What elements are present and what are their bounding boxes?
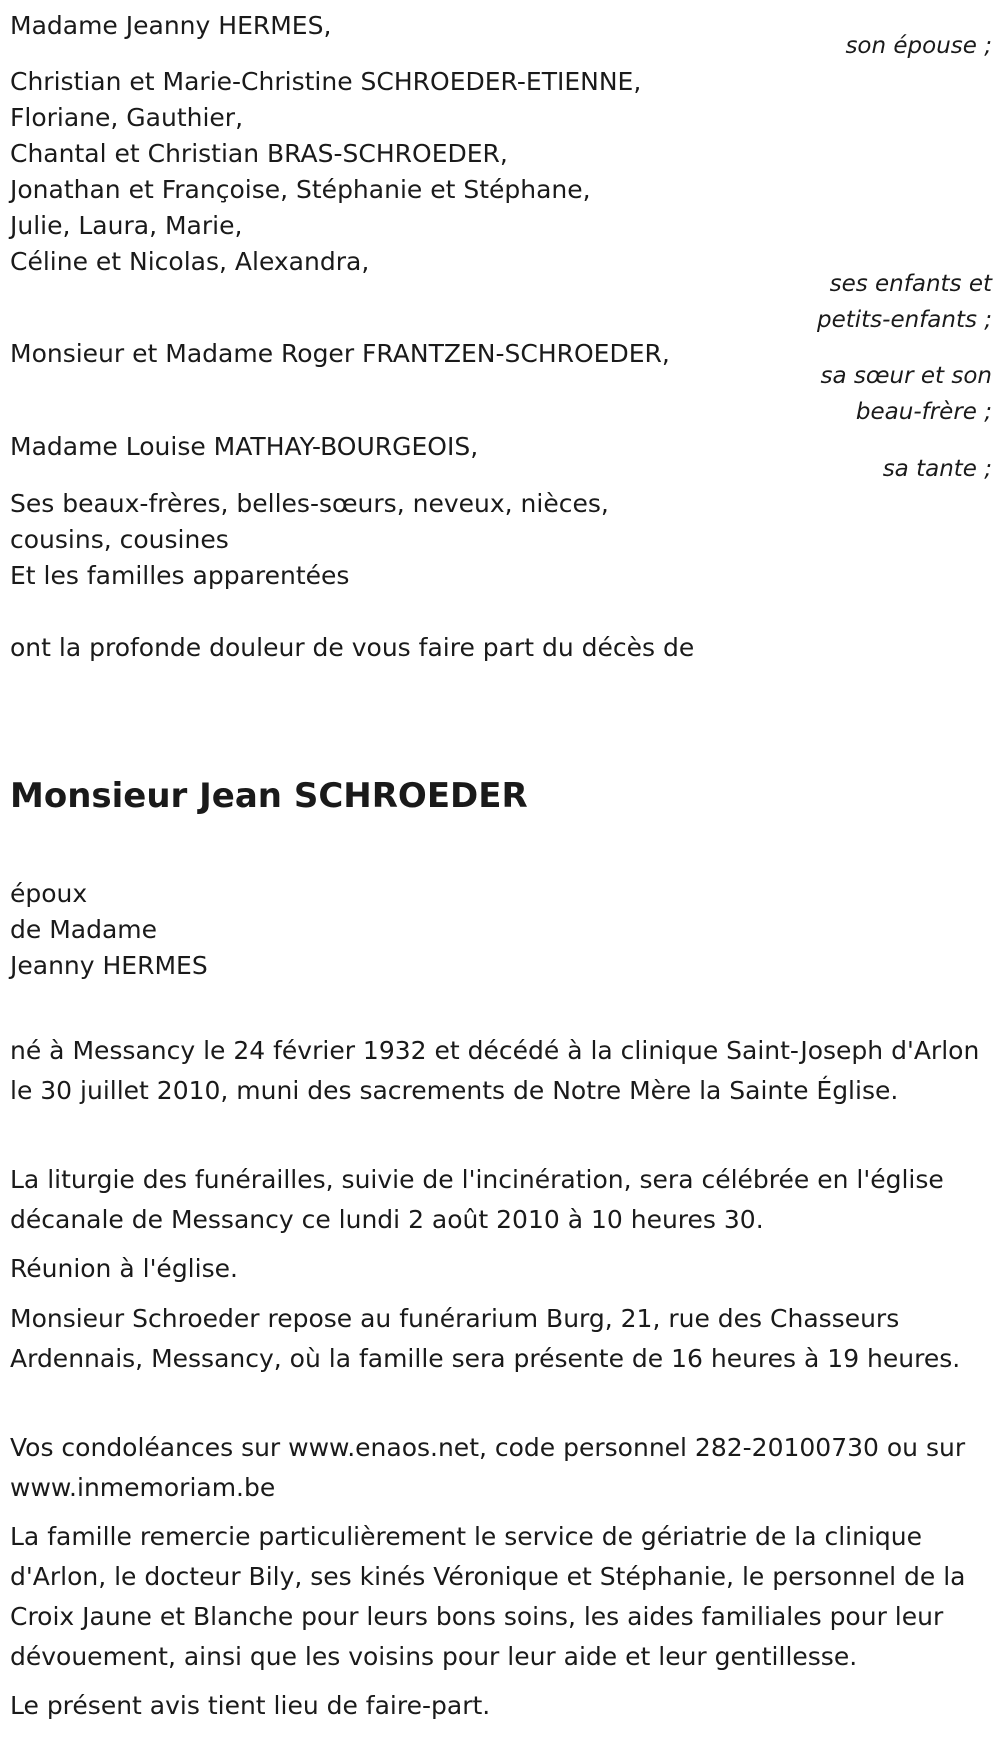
funeral-home-paragraph: Monsieur Schroeder repose au funérarium Burg, 21, rue des Chasseurs Ardennais, Messancy, où la famille sera présente de 16 heures à 19 heures. — [10, 1304, 961, 1373]
family-line: Chantal et Christian BRAS-SCHROEDER, — [10, 139, 508, 168]
family-line: Jonathan et Françoise, Stéphanie et Stéphane, — [10, 175, 591, 204]
aunt-relation: sa tante ; — [882, 456, 992, 482]
deceased-name: Monsieur Jean SCHROEDER — [10, 776, 528, 816]
family-line: Christian et Marie-Christine SCHROEDER-ETIENNE, — [10, 67, 642, 96]
notice-paragraph: Le présent avis tient lieu de faire-part. — [10, 1691, 491, 1720]
children-relation: ses enfants et — [829, 271, 992, 297]
extended-family-line: Ses beaux-frères, belles-sœurs, neveux, nièces, — [10, 489, 609, 518]
announcement: ont la profonde douleur de vous faire part du décès de — [10, 633, 695, 662]
spouse-of-line: époux — [10, 879, 88, 908]
aunt-name: Madame Louise MATHAY-BOURGEOIS, — [10, 432, 479, 461]
thanks-paragraph: La famille remercie particulièrement le service de gériatrie de la clinique d'Arlon, le docteur Bily, ses kinés Véronique et Stéphanie, le personnel de la Croix Jaune et Blanche pour leurs bons soins, les aides familiales pour leur dévouement, ainsi que les voisins pour leur aide et leur gentillesse. — [10, 1522, 966, 1671]
spouse-of-line: Jeanny HERMES — [10, 951, 208, 980]
children-relation: petits-enfants ; — [816, 307, 992, 333]
sister-name: Monsieur et Madame Roger FRANTZEN-SCHROEDER, — [10, 339, 670, 368]
spouse-of-line: de Madame — [10, 915, 158, 944]
extended-family-line: cousins, cousines — [10, 525, 229, 554]
extended-family-line: Et les familles apparentées — [10, 561, 350, 590]
family-line: Floriane, Gauthier, — [10, 103, 244, 132]
liturgy-paragraph: La liturgie des funérailles, suivie de l'incinération, sera célébrée en l'église décanale de Messancy ce lundi 2 août 2010 à 10 heures 30. — [10, 1165, 944, 1234]
condolences-paragraph: Vos condoléances sur www.enaos.net, code personnel 282-20100730 ou sur www.inmemoriam.be — [10, 1433, 966, 1502]
spouse-relation: son épouse ; — [845, 33, 992, 59]
family-line: Céline et Nicolas, Alexandra, — [10, 247, 370, 276]
spouse-name: Madame Jeanny HERMES, — [10, 11, 332, 40]
sister-relation: beau-frère ; — [855, 399, 992, 425]
family-line: Julie, Laura, Marie, — [10, 211, 243, 240]
meeting-paragraph: Réunion à l'église. — [10, 1254, 238, 1283]
sister-relation: sa sœur et son — [820, 363, 992, 389]
birth-death-paragraph: né à Messancy le 24 février 1932 et décédé à la clinique Saint-Joseph d'Arlon le 30 juillet 2010, muni des sacrements de Notre Mère la Sainte Église. — [10, 1036, 980, 1105]
